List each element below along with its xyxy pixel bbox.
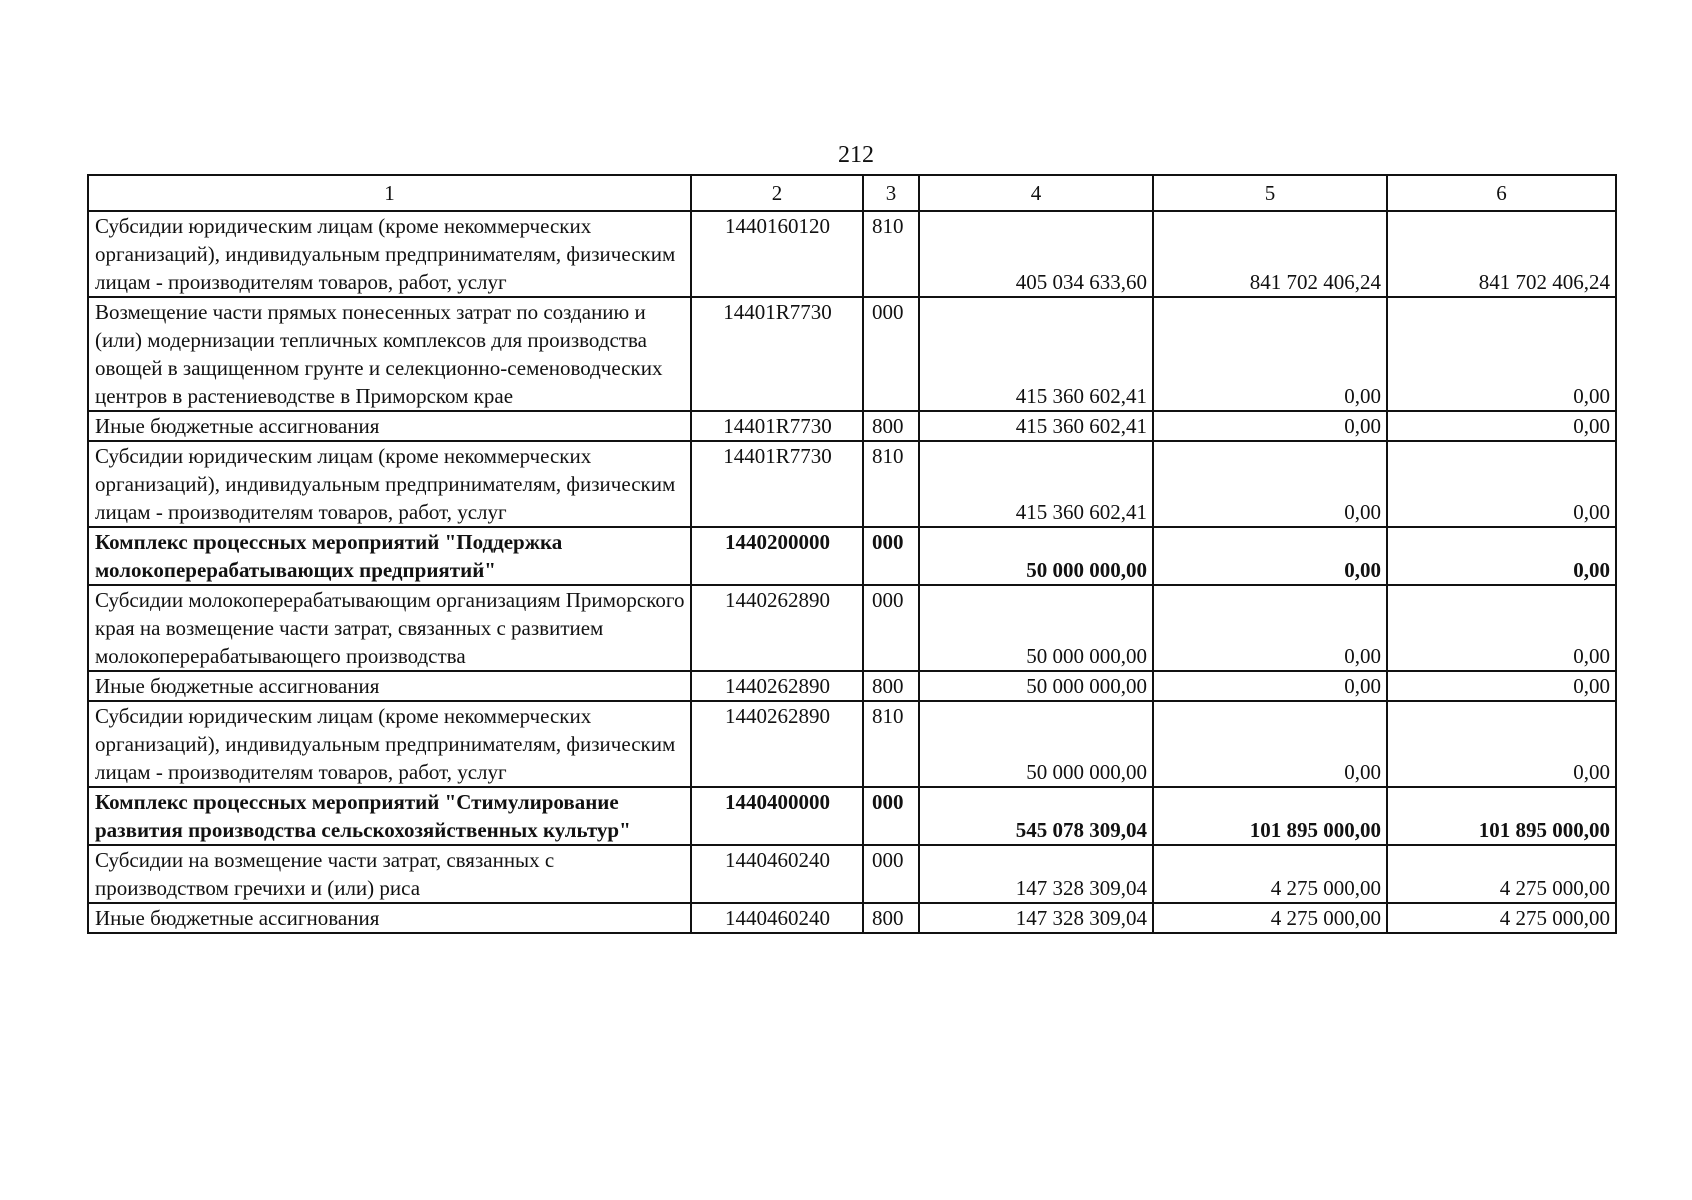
row-amount-col5-cell: 101 895 000,00 xyxy=(1153,787,1387,845)
row-code-cell: 14401R7730 xyxy=(691,441,863,527)
budget-table xyxy=(87,174,1617,934)
row-name-cell: Комплекс процессных мероприятий "Поддержка молокоперерабатывающих предприятий" xyxy=(88,527,691,585)
row-amount-col4-cell: 50 000 000,00 xyxy=(919,701,1153,787)
column-header: 6 xyxy=(1387,175,1616,211)
row-amount-col6-cell: 0,00 xyxy=(1387,297,1616,411)
row-code-cell: 1440460240 xyxy=(691,903,863,933)
row-expense-type-cell: 000 xyxy=(863,527,919,585)
row-amount-col4-cell: 50 000 000,00 xyxy=(919,585,1153,671)
row-amount-col4-cell: 415 360 602,41 xyxy=(919,441,1153,527)
page-number: 212 xyxy=(838,142,874,168)
row-amount-col4-cell: 147 328 309,04 xyxy=(919,903,1153,933)
table-row xyxy=(88,441,1616,527)
row-name-cell: Иные бюджетные ассигнования xyxy=(88,903,691,933)
row-name-cell: Субсидии на возмещение части затрат, связанных с производством гречихи и (или) риса xyxy=(88,845,691,903)
row-amount-col5-cell: 0,00 xyxy=(1153,411,1387,441)
row-name-cell: Субсидии молокоперерабатывающим организациям Приморского края на возмещение части затрат, связанных с развитием молокоперерабатывающего производства xyxy=(88,585,691,671)
row-code-cell: 1440400000 xyxy=(691,787,863,845)
row-amount-col5-cell: 4 275 000,00 xyxy=(1153,903,1387,933)
row-amount-col5-cell: 0,00 xyxy=(1153,671,1387,701)
row-expense-type-cell: 810 xyxy=(863,211,919,297)
row-code-cell: 14401R7730 xyxy=(691,411,863,441)
table-row xyxy=(88,787,1616,845)
row-expense-type-cell: 000 xyxy=(863,787,919,845)
row-amount-col4-cell: 50 000 000,00 xyxy=(919,671,1153,701)
row-amount-col4-cell: 147 328 309,04 xyxy=(919,845,1153,903)
row-amount-col6-cell: 0,00 xyxy=(1387,527,1616,585)
row-amount-col4-cell: 545 078 309,04 xyxy=(919,787,1153,845)
row-name-cell: Иные бюджетные ассигнования xyxy=(88,411,691,441)
table-row xyxy=(88,527,1616,585)
row-amount-col6-cell: 0,00 xyxy=(1387,585,1616,671)
row-code-cell: 1440262890 xyxy=(691,585,863,671)
row-amount-col5-cell: 0,00 xyxy=(1153,701,1387,787)
row-amount-col5-cell: 0,00 xyxy=(1153,441,1387,527)
row-name-cell: Комплекс процессных мероприятий "Стимулирование развития производства сельскохозяйственных культур" xyxy=(88,787,691,845)
row-amount-col5-cell: 0,00 xyxy=(1153,297,1387,411)
row-expense-type-cell: 800 xyxy=(863,411,919,441)
row-expense-type-cell: 000 xyxy=(863,845,919,903)
row-amount-col6-cell: 0,00 xyxy=(1387,671,1616,701)
row-amount-col6-cell: 0,00 xyxy=(1387,441,1616,527)
row-amount-col6-cell: 4 275 000,00 xyxy=(1387,845,1616,903)
column-header: 4 xyxy=(919,175,1153,211)
column-header: 1 xyxy=(88,175,691,211)
table-row xyxy=(88,845,1616,903)
row-amount-col4-cell: 50 000 000,00 xyxy=(919,527,1153,585)
table-row xyxy=(88,903,1616,933)
row-expense-type-cell: 800 xyxy=(863,671,919,701)
table-header-row xyxy=(88,175,1616,211)
row-amount-col5-cell: 0,00 xyxy=(1153,585,1387,671)
row-name-cell: Субсидии юридическим лицам (кроме некоммерческих организаций), индивидуальным предпринимателям, физическим лицам - производителям товаров, работ, услуг xyxy=(88,701,691,787)
table-row xyxy=(88,671,1616,701)
row-amount-col6-cell: 841 702 406,24 xyxy=(1387,211,1616,297)
row-amount-col5-cell: 0,00 xyxy=(1153,527,1387,585)
row-expense-type-cell: 000 xyxy=(863,297,919,411)
row-amount-col6-cell: 4 275 000,00 xyxy=(1387,903,1616,933)
row-amount-col4-cell: 405 034 633,60 xyxy=(919,211,1153,297)
row-amount-col6-cell: 0,00 xyxy=(1387,701,1616,787)
row-amount-col4-cell: 415 360 602,41 xyxy=(919,297,1153,411)
column-header: 2 xyxy=(691,175,863,211)
row-name-cell: Иные бюджетные ассигнования xyxy=(88,671,691,701)
row-code-cell: 14401R7730 xyxy=(691,297,863,411)
row-expense-type-cell: 810 xyxy=(863,701,919,787)
row-expense-type-cell: 810 xyxy=(863,441,919,527)
row-code-cell: 1440460240 xyxy=(691,845,863,903)
row-amount-col6-cell: 0,00 xyxy=(1387,411,1616,441)
row-expense-type-cell: 800 xyxy=(863,903,919,933)
row-expense-type-cell: 000 xyxy=(863,585,919,671)
column-header: 5 xyxy=(1153,175,1387,211)
row-amount-col5-cell: 4 275 000,00 xyxy=(1153,845,1387,903)
row-code-cell: 1440160120 xyxy=(691,211,863,297)
row-name-cell: Возмещение части прямых понесенных затрат по созданию и (или) модернизации тепличных комплексов для производства овощей в защищенном грунте и селекционно-семеноводческих центров в растениеводстве в Приморском крае xyxy=(88,297,691,411)
row-code-cell: 1440262890 xyxy=(691,701,863,787)
row-name-cell: Субсидии юридическим лицам (кроме некоммерческих организаций), индивидуальным предпринимателям, физическим лицам - производителям товаров, работ, услуг xyxy=(88,211,691,297)
table-row xyxy=(88,701,1616,787)
table-row xyxy=(88,211,1616,297)
row-name-cell: Субсидии юридическим лицам (кроме некоммерческих организаций), индивидуальным предпринимателям, физическим лицам - производителям товаров, работ, услуг xyxy=(88,441,691,527)
row-amount-col6-cell: 101 895 000,00 xyxy=(1387,787,1616,845)
column-header: 3 xyxy=(863,175,919,211)
table-row xyxy=(88,585,1616,671)
row-code-cell: 1440200000 xyxy=(691,527,863,585)
table-row xyxy=(88,411,1616,441)
table-row xyxy=(88,297,1616,411)
row-code-cell: 1440262890 xyxy=(691,671,863,701)
row-amount-col4-cell: 415 360 602,41 xyxy=(919,411,1153,441)
row-amount-col5-cell: 841 702 406,24 xyxy=(1153,211,1387,297)
